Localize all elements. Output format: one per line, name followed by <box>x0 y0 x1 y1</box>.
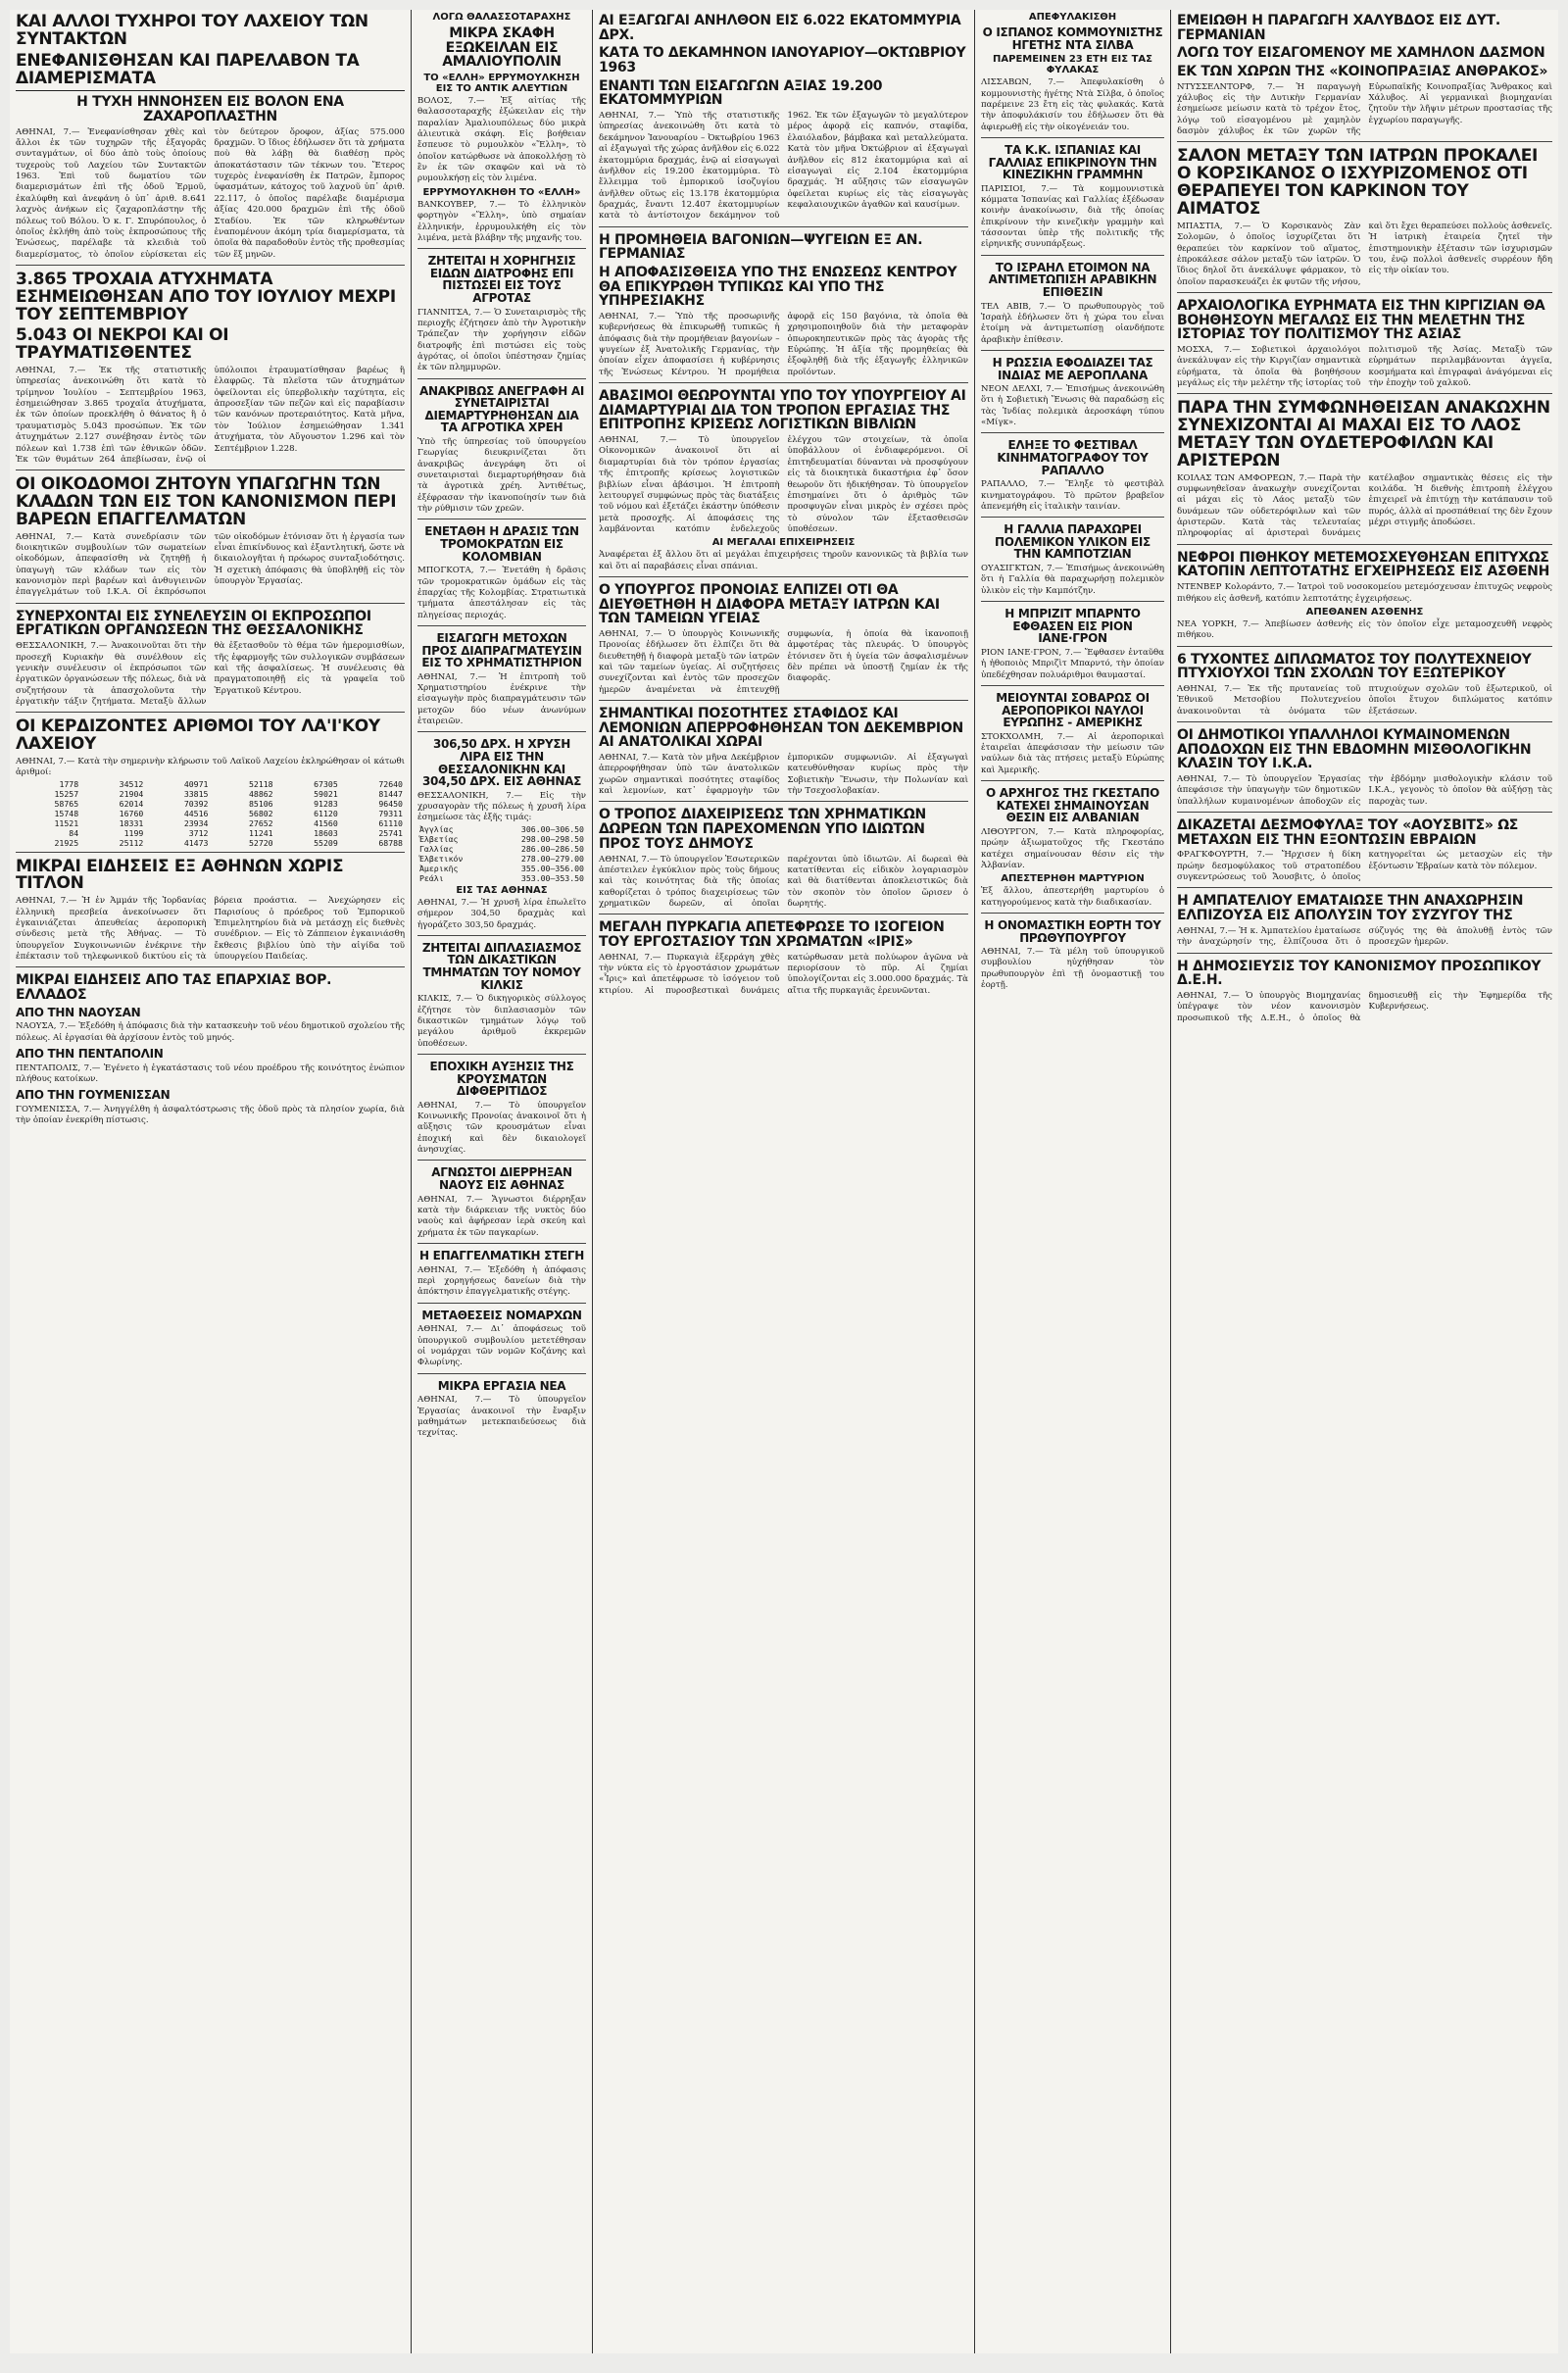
headline: ΜΕΓΑΛΗ ΠΥΡΚΑΓΙΑ ΑΠΕΤΕΦΡΩΣΕ ΤΟ ΙΣΟΓΕΙΟΝ ΤΟΥ ΕΡΓΟΣΤΑΣΙΟΥ ΤΩΝ ΧΡΩΜΑΤΩΝ «ΙΡΙΣ» <box>599 919 945 950</box>
table-row <box>417 844 586 854</box>
headline: ΑΙ ΕΞΑΓΩΓΑΙ ΑΝΗΛΘΟΝ ΕΙΣ 6.022 ΕΚΑΤΟΜΜΥΡΙΑ ΔΡΧ. <box>599 13 961 43</box>
table-cell: 21925 <box>54 837 79 848</box>
table-cell: 18603 <box>314 827 338 838</box>
article-polytechnic-diplomas <box>1177 653 1552 722</box>
article-body: ΘΕΣΣΑΛΟΝΙΚΗ, 7.— Ἀνακοινοῦται ὅτι τὴν προσεχῆ Κυριακὴν θὰ συνέλθουν εἰς γενικὴν συνέλευσιν οἱ ἐκπρόσωποι τῶν ἐργατικῶν ὀργανώσεων τῆς πόλεως, διὰ νὰ συζητήσουν τὰ ἀπασχολοῦντα τὴν ἐργατικὴν τάξιν ζητήματα. Μεταξὺ ἄλλων θὰ ἐξετασθοῦν τὸ θέμα τῶν ἡμερομισθίων, τῆς ἐφαρμογῆς τῶν συλλογικῶν συμβάσεων καὶ τῆς ἀσφαλίσεως. Ἡ συνέλευσις θὰ πραγματοποιηθῇ εἰς τὰ γραφεῖα τοῦ Ἐργατικοῦ Κέντρου. <box>16 641 405 707</box>
section-title: ΑΠΟ ΤΗΝ ΓΟΥΜΕΝΙΣΣΑΝ <box>16 1088 171 1103</box>
headline: ΑΝΑΚΡΙΒΩΣ ΑΝΕΓΡΑΦΗ ΑΙ ΣΥΝΕΤΑΙΡΙΣΤΑΙ ΔΙΕΜΑΡΤΥΡΗΘΗΣΑΝ ΔΙΑ ΤΑ ΑΓΡΟΤΙΚΑ ΧΡΕΗ <box>418 383 585 435</box>
headline: ΕΝΕΦΑΝΙΣΘΗΣΑΝ ΚΑΙ ΠΑΡΕΛΑΒΟΝ ΤΑ ΔΙΑΜΕΡΙΣΜΑΤΑ <box>16 50 360 88</box>
headline: ΟΙ ΟΙΚΟΔΟΜΟΙ ΖΗΤΟΥΝ ΥΠΑΓΩΓΗΝ ΤΩΝ ΚΛΑΔΩΝ ΤΩΝ ΕΙΣ ΤΟΝ ΚΑΝΟΝΙΣΜΟΝ ΠΕΡΙ ΒΑΡΕΩΝ ΕΠΑΓΓΕΛΜΑΤΩΝ <box>16 474 397 529</box>
article-kilkis-courts <box>417 942 586 1055</box>
article-body: ΝΕΑ ΥΟΡΚΗ, 7.— Ἀπεβίωσεν ἀσθενὴς εἰς τὸν ὁποῖον εἶχε μεταμοσχευθῆ νεφρὸς πιθήκου. <box>1177 618 1552 641</box>
article-lottery-numbers <box>16 718 405 852</box>
table-cell: 48862 <box>248 788 273 799</box>
table-cell: 61120 <box>314 808 338 818</box>
table-cell: 15257 <box>54 788 79 799</box>
table-row <box>417 824 586 834</box>
headline: ΕΝΑΝΤΙ ΤΩΝ ΕΙΣΑΓΩΓΩΝ ΑΞΙΑΣ 19.200 ΕΚΑΤΟΜΜΥΡΙΩΝ <box>599 77 883 109</box>
article-bardot <box>981 608 1164 686</box>
table-cell: 15748 <box>54 808 79 818</box>
headline: ΜΙΚΡΑ ΣΚΑΦΗ ΕΞΩΚΕΙΛΑΝ ΕΙΣ ΑΜΑΛΙΟΥΠΟΛΙΝ <box>442 25 562 71</box>
article-israel <box>981 262 1164 351</box>
article-air-fares <box>981 692 1164 781</box>
table-cell: 41560 <box>314 817 338 828</box>
headline: ΕΚ ΤΩΝ ΧΩΡΩΝ ΤΗΣ «ΚΟΙΝΟΠΡΑΞΙΑΣ ΑΝΘΡΑΚΟΣ» <box>1177 64 1548 80</box>
table-row <box>16 799 405 809</box>
rate-label: Ἀμερικῆς <box>419 863 459 873</box>
table-cell: 56802 <box>248 808 273 818</box>
headline: Η ΟΝΟΜΑΣΤΙΚΗ ΕΟΡΤΗ ΤΟΥ ΠΡΩΘΥΠΟΥΡΓΟΥ <box>984 917 1161 945</box>
headline: 6 ΤΥΧΟΝΤΕΣ ΔΙΠΛΩΜΑΤΟΣ ΤΟΥ ΠΟΛΥΤΕΧΝΕΙΟΥ ΠΤΥΧΙΟΥΧΟΙ ΤΩΝ ΣΧΟΛΩΝ ΤΟΥ ΕΞΩΤΕΡΙΚΟΥ <box>1177 651 1532 682</box>
article-body: ΑΘΗΝΑΙ, 7.— Κατὰ συνεδρίασιν τῶν διοικητικῶν συμβουλίων τῶν σωματείων οἰκοδόμων, ἀπεφασίσθη νὰ ζητηθῇ ἡ ὑπαγωγὴ τῶν κλάδων των εἰς τὸν κανονισμὸν περὶ βαρέων καὶ ἀνθυγιεινῶν ἐπαγγελμάτων τοῦ Ι.Κ.Α. Οἱ ἐκπρόσωποι τῶν οἰκοδόμων ἐτόνισαν ὅτι ἡ ἐργασία των εἶναι ἐπικίνδυνος καὶ ἐξαντλητική, ὥστε νὰ δικαιολογῆται ἡ πρόωρος συνταξιοδότησις. Ἡ σχετικὴ ἀπόφασις θὰ ὑποβληθῇ εἰς τὸν ὑπουργὸν Ἐργασίας. <box>16 531 405 598</box>
headline: ΜΕΙΟΥΝΤΑΙ ΣΟΒΑΡΩΣ ΟΙ ΑΕΡΟΠΟΡΙΚΟΙ ΝΑΥΛΟΙ ΕΥΡΩΠΗΣ - ΑΜΕΡΙΚΗΣ <box>996 690 1150 730</box>
table-cell: 84 <box>69 827 79 838</box>
headline: Ο ΑΡΧΗΓΟΣ ΤΗΣ ΓΚΕΣΤΑΠΟ ΚΑΤΕΧΕΙ ΣΗΜΑΙΝΟΥΣΑΝ ΘΕΣΙΝ ΕΙΣ ΑΛΒΑΝΙΑΝ <box>985 786 1160 825</box>
article-prefect-transfers <box>417 1310 586 1374</box>
headline: Ο ΤΡΟΠΟΣ ΔΙΑΧΕΙΡΙΣΕΩΣ ΤΩΝ ΧΡΗΜΑΤΙΚΩΝ ΔΩΡΕΩΝ ΤΩΝ ΠΑΡΕΧΟΜΕΝΩΝ ΥΠΟ ΙΔΙΩΤΩΝ ΠΡΟΣ ΤΟΥΣ ΔΗΜΟΥΣ <box>599 807 926 852</box>
headline: ΜΙΚΡΑΙ ΕΙΔΗΣΕΙΣ ΕΞ ΑΘΗΝΩΝ ΧΩΡΙΣ ΤΙΤΛΟΝ <box>16 856 344 894</box>
headline: ΕΠΟΧΙΚΗ ΑΥΞΗΣΙΣ ΤΗΣ ΚΡΟΥΣΜΑΤΩΝ ΔΙΦΘΕΡΙΤΙΔΟΣ <box>429 1059 574 1099</box>
article-body: ΒΑΝΚΟΥΒΕΡ, 7.— Τὸ ἑλληνικὸν φορτηγὸν «Ἕλλη», ὑπὸ σημαίαν ἑλληνικήν, ἐρρυμουλκήθη εἰς τὸν λιμένα, μετὰ βλάβην τῆς μηχανῆς του. <box>417 199 586 243</box>
headline: Η ΕΠΑΓΓΕΛΜΑΤΙΚΗ ΣΤΕΓΗ <box>419 1249 584 1262</box>
article-body: ΛΙΘΟΥΡΓΟΝ, 7.— Κατὰ πληροφορίας, πρώην ἀξιωματοῦχος τῆς Γκεστάπο κατέχει σημαίνουσαν θέσιν εἰς τὴν Ἀλβανίαν. <box>981 826 1164 870</box>
article-body: ΑΘΗΝΑΙ, 7.— Τὸ ὑπουργεῖον Κοινωνικῆς Προνοίας ἀνακοινοῖ ὅτι ἡ αὔξησις τῶν κρουσμάτων εἶναι ἐποχική καὶ δὲν δικαιολογεῖ ἀνησυχίας. <box>417 1100 586 1156</box>
article-labor-news <box>417 1380 586 1444</box>
headline: ΣΥΝΕΡΧΟΝΤΑΙ ΕΙΣ ΣΥΝΕΛΕΥΣΙΝ ΟΙ ΕΚΠΡΟΣΩΠΟΙ ΕΡΓΑΤΙΚΩΝ ΟΡΓΑΝΩΣΕΩΝ ΤΗΣ ΘΕΣΣΑΛΟΝΙΚΗΣ <box>16 608 371 639</box>
table-cell: 25112 <box>119 837 144 848</box>
article-diphtheria <box>417 1061 586 1162</box>
headline: Η ΓΑΛΛΙΑ ΠΑΡΑΧΩΡΕΙ ΠΟΛΕΜΙΚΟΝ ΥΛΙΚΟΝ ΕΙΣ ΤΗΝ ΚΑΜΠΟΤΖΙΑΝ <box>995 522 1151 562</box>
article-russia-india <box>981 357 1164 434</box>
article-france-cambodia <box>981 523 1164 602</box>
headline: ΖΗΤΕΙΤΑΙ ΔΙΠΛΑΣΙΑΣΜΟΣ ΤΩΝ ΔΙΚΑΣΤΙΚΩΝ ΤΜΗΜΑΤΩΝ ΤΟΥ ΝΟΜΟΥ ΚΙΛΚΙΣ <box>421 940 582 992</box>
headline: 3.865 ΤΡΟΧΑΙΑ ΑΤΥΧΗΜΑΤΑ ΕΣΗΜΕΙΩΘΗΣΑΝ ΑΠΟ ΤΟΥ ΙΟΥΛΙΟΥ ΜΕΧΡΙ ΤΟΥ ΣΕΠΤΕΜΒΡΙΟΥ <box>16 269 396 324</box>
headline: ΚΑΤΑ ΤΟ ΔΕΚΑΜΗΝΟΝ ΙΑΝΟΥΑΡΙΟΥ—ΟΚΤΩΒΡΙΟΥ 1963 <box>599 45 966 76</box>
rate-value: 353.00—353.50 <box>520 872 584 883</box>
table-cell: 61110 <box>378 817 403 828</box>
subheadline: ΕΙΣ ΤΑΣ ΑΘΗΝΑΣ <box>456 884 548 896</box>
column-1 <box>10 10 412 2353</box>
article-da-silva <box>981 12 1164 138</box>
headline: Ο ΥΠΟΥΡΓΟΣ ΠΡΟΝΟΙΑΣ ΕΛΠΙΖΕΙ ΟΤΙ ΘΑ ΔΙΕΥΘΕΤΗΘΗ Η ΔΙΑΦΟΡΑ ΜΕΤΑΞΥ ΙΑΤΡΩΝ ΚΑΙ ΤΩΝ ΤΑΜΕΙΩΝ ΥΓΕΙΑΣ <box>599 581 940 627</box>
table-cell: 67305 <box>314 778 338 789</box>
headline: ΚΑΙ ΑΛΛΟΙ ΤΥΧΗΡΟΙ ΤΟΥ ΛΑΧΕΙΟΥ ΤΩΝ ΣΥΝΤΑΚΤΩΝ <box>16 12 368 49</box>
article-farm-debts <box>417 385 586 520</box>
article-kidney-transplant <box>1177 551 1552 647</box>
article-province-briefs <box>16 973 405 1130</box>
headline: ΟΙ ΔΗΜΟΤΙΚΟΙ ΥΠΑΛΛΗΛΟΙ ΚΥΜΑΙΝΟΜΕΝΩΝ ΑΠΟΔΟΧΩΝ ΕΙΣ ΤΗΝ ΕΒΔΟΜΗΝ ΜΙΣΘΟΛΟΓΙΚΗΝ ΚΛΑΣΙΝ ΤΟΥ Ι.Κ.Α. <box>1177 726 1532 772</box>
article-body: ΝΑΟΥΣΑ, 7.— Ἐξεδόθη ἡ ἀπόφασις διὰ τὴν κατασκευὴν τοῦ νέου δημοτικοῦ σχολείου τῆς πόλεως. Αἱ ἐργασίαι θὰ ἀρχίσουν ἐντὸς τοῦ μηνός. <box>16 1021 405 1043</box>
article-steel-production <box>1177 14 1552 142</box>
article-body: ΤΕΛ ΑΒΙΒ, 7.— Ὁ πρωθυπουργὸς τοῦ Ἰσραὴλ ἐδήλωσεν ὅτι ἡ χώρα του εἶναι ἑτοίμη νὰ ἀντιμετωπίσῃ οἱανδήποτε ἀραβικὴν ἐπίθεσιν. <box>981 301 1164 345</box>
headline: ΜΙΚΡΑΙ ΕΙΔΗΣΕΙΣ ΑΠΟ ΤΑΣ ΕΠΑΡΧΙΑΣ ΒΟΡ. ΕΛΛΑΔΟΣ <box>16 972 332 1004</box>
article-body: ΑΘΗΝΑΙ, 7.— Ἐνεφανίσθησαν χθὲς καὶ ἄλλοι ἐκ τῶν τυχηρῶν τῆς ἐξαγορᾶς συνταγμάτων, οἱ δύο ἀπὸ τοὺς ὁποίους τυχεροὺς τοῦ Λαχείου τῶν Συντακτῶν 1963. Ἐπὶ τοῦ δωματίου τῶν διαμερισμάτων ἐπὶ τῆς ὁδοῦ Ἐρμοῦ, ἐκαλύφθη καὶ ἀνεφάνη ὁ ὑπ᾽ ἀριθ. 8.641 λαχνὸς ἀνήκων εἰς ζαχαροπλάστην τῆς πόλεως τοῦ Βόλου. Ὁ κ. Γ. Σπυρόπουλος, ὁ ὁποῖος ἐκλήθη ἀπὸ τοὺς ἐκπροσώπους τῆς Ἐνώσεως, παρέλαβε τὰ κλειδιὰ τοῦ διαμερίσματος, τὸ ὁποῖον εὑρίσκεται εἰς τὸν δεύτερον ὄροφον, ἀξίας 575.000 δραχμῶν. Ὁ ἴδιος ἐδήλωσεν ὅτι τὰ χρήματα ποὺ θὰ λάβῃ θὰ διαθέσῃ πρὸς ἀποκατάστασιν τῶν τέκνων του. Ἕτερος τυχερὸς ἐνεφανίσθη ἐκ Πατρῶν, ἔμπορος ὑφασμάτων, κάτοχος τοῦ λαχνοῦ ὑπ᾽ ἀριθ. 22.117, ὁ ὁποῖος παρέλαβε διαμέρισμα ἀξίας 420.000 δραχμῶν ἐπὶ τῆς ὁδοῦ Σταδίου. Ἐκ τῶν κληρωθέντων ἐναπομένουν ἀκόμη τρία διαμερίσματα, τὰ ὁποῖα θὰ παραδοθοῦν ἐντὸς τῆς προθεσμίας τῶν ἕξ μηνῶν. <box>16 126 405 260</box>
headline: ΤΑ Κ.Κ. ΙΣΠΑΝΙΑΣ ΚΑΙ ΓΑΛΛΙΑΣ ΕΠΙΚΡΙΝΟΥΝ ΤΗΝ ΚΙΝΕΖΙΚΗΝ ΓΡΑΜΜΗΝ <box>988 142 1157 182</box>
table-cell: 91283 <box>314 798 338 809</box>
article-auschwitz-trial <box>1177 818 1552 888</box>
newspaper-page <box>10 10 1558 2353</box>
rate-label: Ἑλβετικόν <box>419 853 464 864</box>
article-refrigerator-wagons <box>599 233 968 384</box>
rate-label: Ἑλβετίας <box>419 833 459 844</box>
table-cell: 25741 <box>378 827 403 838</box>
article-body: ΑΘΗΝΑΙ, 7.— Ἡ χρυσῆ λίρα ἐπωλεῖτο σήμερον 304,50 δραχμὰς καὶ ἠγοράζετο 303,50 δραχμάς. <box>417 897 586 930</box>
table-cell: 3712 <box>188 827 209 838</box>
article-body: ΚΙΛΚΙΣ, 7.— Ὁ δικηγορικὸς σύλλογος ἐζήτησε τὸν διπλασιασμὸν τῶν δικαστικῶν τμημάτων λόγῳ τοῦ μεγάλου ἀριθμοῦ ἐκκρεμῶν ὑποθέσεων. <box>417 994 586 1049</box>
table-cell: 52720 <box>248 837 273 848</box>
rate-value: 278.00—279.00 <box>520 853 584 864</box>
article-body: ΑΘΗΝΑΙ, 7.— Ἐκ τῆς πρυτανείας τοῦ Ἐθνικοῦ Μετσοβίου Πολυτεχνείου ἀνακοινοῦνται τὰ ὀνόματα τῶν πτυχιούχων σχολῶν τοῦ ἐξωτερικοῦ, οἱ ὁποῖοι ἔτυχον διπλώματος κατόπιν ἐξετάσεων. <box>1177 683 1552 717</box>
table-row <box>16 779 405 789</box>
article-stranded-boats <box>417 12 586 249</box>
article-body: ΠΑΡΙΣΙΟΙ, 7.— Τὰ κομμουνιστικὰ κόμματα Ἰσπανίας καὶ Γαλλίας ἐξέδωσαν κοινὴν ἀνακοίνωσιν, διὰ τῆς ὁποίας ἐπικρίνουν τὴν κινεζικὴν γραμμὴν καὶ τάσσονται ὑπὲρ τῆς πολιτικῆς τῆς εἰρηνικῆς συνυπάρξεως. <box>981 183 1164 250</box>
headline: ΤΟ ΙΣΡΑΗΛ ΕΤΟΙΜΟΝ ΝΑ ΑΝΤΙΜΕΤΩΠΙΣΗ ΑΡΑΒΙΚΗΝ ΕΠΙΘΕΣΙΝ <box>988 260 1157 299</box>
headline: Η ΠΡΟΜΗΘΕΙΑ ΒΑΓΟΝΙΩΝ—ΨΥΓΕΙΩΝ ΕΞ ΑΝ. ΓΕΡΜΑΝΙΑΣ <box>599 231 923 263</box>
section-title: ΑΠΟ ΤΗΝ ΝΑΟΥΣΑΝ <box>16 1005 141 1019</box>
rate-label: Γαλλίας <box>419 843 454 854</box>
article-body: ΓΙΑΝΝΙΤΣΑ, 7.— Ὁ Συνεταιρισμὸς τῆς περιοχῆς ἐζήτησεν ἀπὸ τὴν Ἀγροτικὴν Τράπεζαν τὴν χορήγησιν εἰδῶν διατροφῆς ἐπὶ πιστώσει εἰς τοὺς ἀγρότας, οἱ ὁποῖοι ὑπέστησαν ζημίας ἐκ τῶν πλημμυρῶν. <box>417 307 586 373</box>
article-accounting-books <box>599 389 968 577</box>
headline: Ο ΙΣΠΑΝΟΣ ΚΟΜΜΟΥΝΙΣΤΗΣ ΗΓΕΤΗΣ ΝΤΑ ΣΙΛΒΑ <box>982 25 1163 52</box>
article-builders <box>16 476 405 604</box>
article-gold-sovereign <box>417 738 586 935</box>
article-body: ΠΕΝΤΑΠΟΛΙΣ, 7.— Ἐγένετο ἡ ἐγκατάστασις τοῦ νέου προέδρου τῆς κοινότητος ἐνώπιον πλήθους κατοίκων. <box>16 1063 405 1084</box>
article-body: ΑΘΗΝΑΙ, 7.— Τὰ μέλη τοῦ ὑπουργικοῦ συμβουλίου ηὐχήθησαν τὸν πρωθυπουργὸν ἐπὶ τῇ ὀνομαστικῇ του ἑορτῇ. <box>981 947 1164 991</box>
kicker: ΑΠΕΦΥΛΑΚΙΣΘΗ <box>1028 12 1117 23</box>
article-body: Ὑπὸ τῆς ὑπηρεσίας τοῦ ὑπουργείου Γεωργίας διευκρινίζεται ὅτι ἀνακριβῶς ἀνεγράφη ὅτι οἱ συνεταιρισταὶ διεμαρτυρήθησαν διὰ τὰ ἀγροτικὰ χρέη. Ἀντιθέτως, ἐξέφρασαν τὴν ἱκανοποίησίν των διὰ τὴν ρύθμισιν τῶν χρεῶν. <box>417 437 586 515</box>
table-cell: 85106 <box>248 798 273 809</box>
subheadline: ΑΠΕΘΑΝΕΝ ΑΣΘΕΝΗΣ <box>1305 606 1424 618</box>
table-cell: 58765 <box>54 798 79 809</box>
table-cell: 52118 <box>248 778 273 789</box>
table-cell: 96450 <box>378 798 403 809</box>
article-professional-housing <box>417 1250 586 1304</box>
article-traffic-accidents <box>16 269 405 470</box>
article-exports <box>599 14 968 227</box>
article-donations <box>599 808 968 915</box>
table-cell: 55209 <box>314 837 338 848</box>
article-doctors-dispute <box>599 583 968 701</box>
article-body: ΝΤΕΝΒΕΡ Κολοράντο, 7.— Ἰατροὶ τοῦ νοσοκομείου μετεμόσχευσαν ἐπιτυχῶς νεφροὺς πιθήκου εἰς ἀσθενῆ, κατόπιν λεπτοτάτης ἐγχειρήσεως. <box>1177 582 1552 604</box>
article-body: ΝΤΥΣΣΕΛΝΤΟΡΦ, 7.— Ἡ παραγωγὴ χάλυβος εἰς τὴν Δυτικὴν Γερμανίαν ἐσημείωσε μείωσιν κατὰ τὸ τρέχον ἔτος, λόγῳ τοῦ εἰσαγομένου μὲ χαμηλὸν δασμὸν χάλυβος ἐκ τῶν χωρῶν τῆς Εὐρωπαϊκῆς Κοινοπραξίας Ἄνθρακος καὶ Χάλυβος. Αἱ γερμανικαὶ βιομηχανίαι ζητοῦν τὴν λῆψιν μέτρων προστασίας τῆς ἐγχωρίου παραγωγῆς. <box>1177 81 1552 137</box>
article-body: ΑΘΗΝΑΙ, 7.— Δι᾽ ἀποφάσεως τοῦ ὑπουργικοῦ συμβουλίου μετετέθησαν οἱ νομάρχαι τῶν νομῶν Κοζάνης καὶ Φλωρίνης. <box>417 1324 586 1368</box>
rate-value: 306.00—306.50 <box>520 823 584 834</box>
article-body: ΑΘΗΝΑΙ, 7.— Κατὰ τὸν μῆνα Δεκέμβριον ἀπερροφήθησαν ὑπὸ τῶν ἀνατολικῶν χωρῶν σημαντικαὶ ποσότητες σταφίδος καὶ λεμονίων, κατ᾽ ἐφαρμογὴν τῶν ἐμπορικῶν συμφωνιῶν. Αἱ ἐξαγωγαὶ κατευθύνθησαν κυρίως πρὸς τὴν Σοβιετικὴν Ἕνωσιν, τὴν Πολωνίαν καὶ τὴν Τσεχοσλοβακίαν. <box>599 753 968 797</box>
article-body: ΦΡΑΓΚΦΟΥΡΤΗ, 7.— Ἤρχισεν ἡ δίκη πρώην δεσμοφύλακος τοῦ στρατοπέδου συγκεντρώσεως τοῦ Ἄουσβιτς, ὁ ὁποῖος κατηγορεῖται ὡς μετασχὼν εἰς τὴν ἐξόντωσιν Ἑβραίων κατὰ τὸν πόλεμον. <box>1177 850 1552 883</box>
table-cell: 40971 <box>183 778 209 789</box>
article-body: ΑΘΗΝΑΙ, 7.— Τὸ ὑπουργεῖον Οἰκονομικῶν ἀνακοινοῖ ὅτι αἱ διαμαρτυρίαι διὰ τὸν τρόπον ἐργασίας τῆς ἐπιτροπῆς κρίσεως λογιστικῶν βιβλίων εἶναι ἀβάσιμοι. Ἡ ἐπιτροπὴ λειτουργεῖ συμφώνως πρὸς τὰς διατάξεις τοῦ νόμου καὶ ἐξετάζει ἑκάστην ὑπόθεσιν μετὰ προσοχῆς. Αἱ ἀποφάσεις της λαμβάνονται κατόπιν ἐνδελεχοῦς ἐλέγχου τῶν στοιχείων, τὰ ὁποῖα ὑποβάλλουν οἱ ἐνδιαφερόμενοι. Οἱ ἐπιτηδευματίαι δύνανται νὰ προσφύγουν εἰς τὰ διοικητικὰ δικαστήρια ἐφ᾽ ὅσον θεωροῦν ὅτι ἠδικήθησαν. Τὸ ὑπουργεῖον ἐπισημαίνει ὅτι ὁ ἀριθμὸς τῶν προσφυγῶν εἶναι μικρὸς ἐν σχέσει πρὸς τὸ σύνολον τῶν ἐξετασθεισῶν ὑποθέσεων. <box>599 435 968 534</box>
article-body: ΘΕΣΣΑΛΟΝΙΚΗ, 7.— Εἰς τὴν χρυσαγορὰν τῆς πόλεως ἡ χρυσῆ λίρα ἐσημείωσε τὰς ἑξῆς τιμάς: <box>417 790 586 823</box>
article-dei-regulation <box>1177 960 1552 1028</box>
table-cell: 68788 <box>378 837 403 848</box>
headline: ΣΑΛΟΝ ΜΕΤΑΞΥ ΤΩΝ ΙΑΤΡΩΝ ΠΡΟΚΑΛΕΙ Ο ΚΟΡΣΙΚΑΝΟΣ Ο ΙΣΧΥΡΙΖΟΜΕΝΟΣ ΟΤΙ ΘΕΡΑΠΕΥΕΙ ΤΟΝ ΚΑΡΚΙΝΟΝ ΤΟΥ ΑΙΜΑΤΟΣ <box>1177 146 1539 219</box>
article-body: ΝΕΟΝ ΔΕΛΧΙ, 7.— Ἐπισήμως ἀνεκοινώθη ὅτι ἡ Σοβιετικὴ Ἕνωσις θὰ παραδώσῃ εἰς τὰς Ἰνδίας πολεμικὰ ἀεροσκάφη τύπου «Μίγκ». <box>981 384 1164 428</box>
headline: ΜΕΤΑΘΕΣΕΙΣ ΝΟΜΑΡΧΩΝ <box>421 1308 582 1322</box>
table-cell: 62014 <box>119 798 144 809</box>
article-body: ΑΘΗΝΑΙ, 7.— Ἡ ἐν Ἀμμάν τῆς Ἰορδανίας ἑλληνικὴ πρεσβεία ἀνεκοίνωσεν ὅτι ἐγκαινιάζεται ἀπευθείας ἀεροπορικὴ σύνδεσις μετὰ τῆς Ἀθήνας. — Τὸ ὑπουργεῖον Συγκοινωνιῶν ἐνέκρινε τὴν ἐπέκτασιν τοῦ τηλεφωνικοῦ δικτύου εἰς τὰ βόρεια προάστια. — Ἀνεχώρησεν εἰς Παρισίους ὁ πρόεδρος τοῦ Ἐμπορικοῦ Ἐπιμελητηρίου διὰ νὰ μετάσχῃ εἰς διεθνὲς συνέδριον. — Εἰς τὸ Ζάππειον ἐγκαινιάσθη ἔκθεσις βιβλίου ὑπὸ τὴν αἰγίδα τοῦ ὑπουργείου Παιδείας. <box>16 896 405 962</box>
table-row <box>16 828 405 838</box>
subheadline: ΤΟ «ΕΛΛΗ» ΕΡΡΥΜΟΥΛΚΗΣΗ ΕΙΣ ΤΟ ΑΝΤΙΚ ΑΛΕΥΤΙΩΝ <box>423 73 580 95</box>
subheadline: ΕΡΡΥΜΟΥΛΚΗΘΗ ΤΟ «ΕΛΛΗ» <box>422 186 581 198</box>
article-body: ΑΘΗΝΑΙ, 7.— Κατὰ τὴν σημερινὴν κλήρωσιν τοῦ Λαϊκοῦ Λαχείου ἐκληρώθησαν οἱ κάτωθι ἀριθμοί: <box>16 756 405 778</box>
article-pm-nameday <box>981 919 1164 996</box>
table-cell: 11521 <box>54 817 79 828</box>
kicker: ΛΟΓΩ ΘΑΛΑΣΣΟΤΑΡΑΧΗΣ <box>432 12 571 23</box>
headline: ΑΓΝΩΣΤΟΙ ΔΙΕΡΡΗΞΑΝ ΝΑΟΥΣ ΕΙΣ ΑΘΗΝΑΣ <box>431 1165 572 1193</box>
article-body: ΑΘΗΝΑΙ, 7.— Ἡ ἐπιτροπὴ τοῦ Χρηματιστηρίου ἐνέκρινε τὴν εἰσαγωγὴν πρὸς διαπραγμάτευσιν τῶν μετοχῶν δύο νέων ἀνωνύμων ἑταιρειῶν. <box>417 671 586 727</box>
article-rapallo-festival <box>981 439 1164 518</box>
article-raisins-lemons <box>599 707 968 802</box>
article-body: ΓΟΥΜΕΝΙΣΣΑ, 7.— Ἀνηγγέλθη ἡ ἀσφαλτόστρωσις τῆς ὁδοῦ πρὸς τὰ πλησίον χωρία, διὰ τὴν ὁποίαν ἐνεκρίθη πίστωσις. <box>16 1104 405 1126</box>
article-athens-briefs <box>16 856 405 968</box>
article-body: ΑΘΗΝΑΙ, 7.— Ὁ ὑπουργὸς Βιομηχανίας ὑπέγραψε τὸν νέον κανονισμὸν προσωπικοῦ τῆς Δ.Ε.Η., ὁ ὁποῖος θὰ δημοσιευθῇ εἰς τὴν Ἐφημερίδα τῆς Κυβερνήσεως. <box>1177 990 1552 1023</box>
article-body: ΡΙΟΝ ΙΑΝΕ·ΓΡΟΝ, 7.— Ἔφθασεν ἐνταῦθα ἡ ἠθοποιὸς Μπριζὶτ Μπαρντό, τὴν ὁποίαν ὑπεδέχθησαν πολυάριθμοι θαυμασταί. <box>981 647 1164 680</box>
headline: ΕΙΣΑΓΩΓΗ ΜΕΤΟΧΩΝ ΠΡΟΣ ΔΙΑΠΡΑΓΜΑΤΕΥΣΙΝ ΕΙΣ ΤΟ ΧΡΗΜΑΤΙΣΤΗΡΙΟΝ <box>421 630 582 670</box>
article-body: ΑΘΗΝΑΙ, 7.— Ἄγνωστοι διέρρηξαν κατὰ τὴν διάρκειαν τῆς νυκτὸς δύο ναοὺς καὶ ἀφήρεσαν ἱερὰ σκεύη καὶ χρήματα ἐκ τῶν παγκαρίων. <box>417 1194 586 1238</box>
article-body: ΒΟΛΟΣ, 7.— Ἐξ αἰτίας τῆς θαλασσοταραχῆς ἐξώκειλαν εἰς τὴν παραλίαν Ἀμαλιουπόλεως δύο μικρὰ ἁλιευτικὰ σκάφη. Εἰς βοήθειαν ἔσπευσε τὸ ρυμουλκὸν «Ἕλλη», τὸ ὁποῖον κατώρθωσε νὰ ἀποκολλήσῃ τὸ ἓν ἐκ τῶν σκαφῶν καὶ νὰ τὸ ρυμουλκήσῃ εἰς τὸν λιμένα. <box>417 96 586 184</box>
table-row <box>417 864 586 873</box>
headline: ΕΜΕΙΩΘΗ Η ΠΑΡΑΓΩΓΗ ΧΑΛΥΒΔΟΣ ΕΙΣ ΔΥΤ. ΓΕΡΜΑΝΙΑΝ <box>1177 13 1500 43</box>
table-row <box>417 854 586 864</box>
headline: ΣΗΜΑΝΤΙΚΑΙ ΠΟΣΟΤΗΤΕΣ ΣΤΑΦΙΔΟΣ ΚΑΙ ΛΕΜΟΝΙΩΝ ΑΠΕΡΡΟΦΗΘΗΣΑΝ ΤΟΝ ΔΕΚΕΜΒΡΙΟΝ ΑΙ ΑΝΑΤΟΛΙΚΑΙ ΧΩΡΑΙ <box>599 706 963 751</box>
column-3 <box>593 10 975 2353</box>
article-laos-battles <box>1177 400 1552 544</box>
table-cell: 33815 <box>183 788 209 799</box>
table-cell: 34512 <box>119 778 144 789</box>
subheadline: ΑΠΕΣΤΕΡΗΘΗ ΜΑΡΤΥΡΙΟΝ <box>1001 873 1145 885</box>
table-cell: 41473 <box>183 837 209 848</box>
headline: ΟΙ ΚΕΡΔΙΖΟΝΤΕΣ ΑΡΙΘΜΟΙ ΤΟΥ ΛΑ'Ι'ΚΟΥ ΛΑΧΕΙΟΥ <box>16 717 380 755</box>
article-body: ΣΤΟΚΧΟΛΜΗ, 7.— Αἱ ἀεροπορικαὶ ἑταιρεῖαι ἀπεφάσισαν τὴν μείωσιν τῶν ναύλων διὰ τὰς πτήσεις μεταξὺ Εὐρώπης καὶ Ἀμερικῆς. <box>981 731 1164 775</box>
table-cell: 72640 <box>378 778 403 789</box>
rate-label: Ρεάλι <box>419 872 444 883</box>
article-body: ΑΘΗΝΑΙ, 7.— Πυρκαγιὰ ἐξερράγη χθὲς τὴν νύκτα εἰς τὸ ἐργοστάσιον χρωμάτων «Ἶρις» καὶ ἀπετέφρωσε τὸ ἰσόγειον τοῦ κτιρίου. Αἱ πυροσβεστικαὶ δυνάμεις κατώρθωσαν μετὰ πολύωρον ἀγῶνα νὰ περιορίσουν τὸ πῦρ. Αἱ ζημίαι ὑπολογίζονται εἰς 3.000.000 δραχμάς. Τὰ αἴτια τῆς πυρκαγιᾶς ἐρευνῶνται. <box>599 952 968 996</box>
headline: Η ΜΠΡΙΖΙΤ ΜΠΑΡΝΤΟ ΕΦΘΑΣΕΝ ΕΙΣ ΡΙΟΝ ΙΑΝΕ·ΓΡΟΝ <box>1004 607 1141 646</box>
headline: ΕΝΕΤΑΘΗ Η ΔΡΑΣΙΣ ΤΩΝ ΤΡΟΜΟΚΡΑΤΩΝ ΕΙΣ ΚΟΛΟΜΒΙΑΝ <box>424 524 579 564</box>
headline: ΖΗΤΕΙΤΑΙ Η ΧΟΡΗΓΗΣΙΣ ΕΙΔΩΝ ΔΙΑΤΡΟΦΗΣ ΕΠΙ ΠΙΣΤΩΣΕΙ ΕΙΣ ΤΟΥΣ ΑΓΡΟΤΑΣ <box>427 254 576 305</box>
article-body: Ἀναφέρεται ἐξ ἄλλου ὅτι αἱ μεγάλαι ἐπιχειρήσεις τηροῦν κανονικῶς τὰ βιβλία των καὶ ὅτι αἱ παραβάσεις εἶναι σπάνιαι. <box>599 550 968 571</box>
rate-value: 355.00—356.00 <box>520 863 584 873</box>
article-colombia <box>417 525 586 626</box>
headline: ΜΙΚΡΑ ΕΡΓΑΣΙΑ ΝΕΑ <box>437 1378 566 1393</box>
article-body: ΜΟΣΧΑ, 7.— Σοβιετικοὶ ἀρχαιολόγοι ἀνεκάλυψαν εἰς τὴν Κιργιζίαν σημαντικὰ εὑρήματα, τὰ ὁποῖα θὰ βοηθήσουν μεγάλως εἰς τὴν μελέτην τῆς ἱστορίας τοῦ πολιτισμοῦ τῆς Ἀσίας. Μεταξὺ τῶν εὑρημάτων περιλαμβάνονται ἀγγεῖα, κοσμήματα καὶ ἐπιγραφαὶ ἀνάγόμεναι εἰς τὴν ἐποχὴν τοῦ χαλκοῦ. <box>1177 344 1552 388</box>
table-row <box>16 838 405 848</box>
article-lottery-winners <box>16 14 405 266</box>
table-cell: 44516 <box>183 808 209 818</box>
article-body: ΛΙΣΣΑΒΩΝ, 7.— Ἀπεφυλακίσθη ὁ κομμουνιστὴς ἡγέτης Ντὰ Σίλβα, ὁ ὁποῖος παρέμεινε 23 ἔτη εἰς τὰς φυλακάς. Κατὰ τὴν ἀποφυλάκισίν του ἐδήλωσεν ὅτι θὰ ἀφιερωθῇ εἰς τὴν οἰκογένειάν του. <box>981 77 1164 132</box>
article-body: ΑΘΗΝΑΙ, 7.— Ὑπὸ τῆς στατιστικῆς ὑπηρεσίας ἀνεκοινώθη ὅτι κατὰ τὸ δεκάμηνον Ἰανουαρίου – Ὀκτωβρίου 1963 αἱ ἐξαγωγαὶ τῆς χώρας ἀνῆλθον εἰς 6.022 ἑκατομμύρια δραχμάς, ἐνῷ αἱ εἰσαγωγαὶ ἀνῆλθον εἰς 19.200 ἑκατομμύρια. Τὸ ἔλλειμμα τοῦ ἐμπορικοῦ ἰσοζυγίου ἀνῆλθεν οὕτως εἰς 13.178 ἑκατομμύρια δραχμάς, ἔναντι 12.407 ἑκατομμυρίων κατὰ τὸ ἀντίστοιχον δεκάμηνον τοῦ 1962. Ἐκ τῶν ἐξαγωγῶν τὸ μεγαλύτερον μέρος ἀφορᾷ εἰς καπνόν, σταφίδα, ἐλαιόλαδον, βάμβακα καὶ μεταλλεύματα. Κατὰ τὸν μῆνα Ὀκτώβριον αἱ ἐξαγωγαὶ ἀνῆλθον εἰς 812 ἑκατομμύρια καὶ αἱ εἰσαγωγαὶ εἰς 2.104 ἑκατομμύρια δραχμάς. Ἡ αὔξησις τῶν εἰσαγωγῶν ὀφείλεται κυρίως εἰς τὰς εἰσαγωγὰς κεφαλαιουχικῶν ἀγαθῶν καὶ καυσίμων. <box>599 111 968 222</box>
headline: Η ΑΜΠΑΤΕΛΙΟΥ ΕΜΑΤΑΙΩΣΕ ΤΗΝ ΑΝΑΧΩΡΗΣΙΝ ΕΛΠΙΖΟΥΣΑ ΕΙΣ ΑΠΟΛΥΣΙΝ ΤΟΥ ΣΥΖΥΓΟΥ ΤΗΣ <box>1177 893 1524 924</box>
article-body: ΜΠΟΓΚΟΤΑ, 7.— Ἐνετάθη ἡ δρᾶσις τῶν τρομοκρατικῶν ὁμάδων εἰς τὰς ἐπαρχίας τῆς Κολομβίας. Στρατιωτικὰ τμήματα ἀπεστάλησαν εἰς τὰς πληγείσας περιοχάς. <box>417 566 586 620</box>
table-row <box>16 818 405 828</box>
rate-label: Ἀγγλίας <box>419 823 454 834</box>
table-cell: 21904 <box>119 788 144 799</box>
column-4 <box>975 10 1171 2353</box>
headline: ΔΙΚΑΖΕΤΑΙ ΔΕΣΜΟΦΥΛΑΞ ΤΟΥ «ΑΟΥΣΒΙΤΣ» ΩΣ ΜΕΤΑΧΩΝ ΕΙΣ ΤΗΝ ΕΞΟΝΤΩΣΙΝ ΕΒΡΑΙΩΝ <box>1177 817 1519 848</box>
section-title: ΑΠΟ ΤΗΝ ΠΕΝΤΑΠΟΛΙΝ <box>16 1047 164 1061</box>
headline: ΕΛΗΞΕ ΤΟ ΦΕΣΤΙΒΑΛ ΚΙΝΗΜΑΤΟΓΡΑΦΟΥ ΤΟΥ ΡΑΠΑΛΛΟ <box>997 438 1149 477</box>
headline: ΑΒΑΣΙΜΟΙ ΘΕΩΡΟΥΝΤΑΙ ΥΠΟ ΤΟΥ ΥΠΟΥΡΓΕΙΟΥ ΑΙ ΔΙΑΜΑΡΤΥΡΙΑΙ ΔΙΑ ΤΟΝ ΤΡΟΠΟΝ ΕΡΓΑΣΙΑΣ ΤΗΣ ΕΠΙΤΡΟΠΗΣ ΚΡΙΣΕΩΣ ΛΟΓΙΣΤΙΚΩΝ ΒΙΒΛΙΩΝ <box>599 388 966 433</box>
subheadline: 5.043 ΟΙ ΝΕΚΡΟΙ ΚΑΙ ΟΙ ΤΡΑΥΜΑΤΙΣΘΕΝΤΕΣ <box>16 325 229 364</box>
table-cell: 16760 <box>119 808 144 818</box>
article-body: ΜΠΑΣΤΙΑ, 7.— Ὁ Κορσικανὸς Ζὰν Σολομῶν, ὁ ὁποῖος ἰσχυρίζεται ὅτι θεραπεύει τὸν καρκίνον τοῦ αἵματος, ἐπροκάλεσε σάλον μεταξὺ τῶν ἰατρῶν. Ὁ ἴδιος δηλοῖ ὅτι ἀνεκάλυψε φάρμακον, τὸ ὁποῖον παρασκευάζει ἐκ φυτῶν τῆς νήσου, καὶ ὅτι ἔχει θεραπεύσει πολλοὺς ἀσθενεῖς. Ἡ ἰατρικὴ ἑταιρεία ζητεῖ τὴν ἐπιστημονικὴν ἐξέτασιν τῶν ἰσχυρισμῶν του, ἐνῷ πολλοὶ ἀσθενεῖς συρρέουν ἤδη εἰς τὴν οἰκίαν του. <box>1177 221 1552 287</box>
subheadline: ΑΙ ΜΕΓΑΛΑΙ ΕΠΙΧΕΙΡΗΣΕΙΣ <box>711 537 856 549</box>
article-body: ΑΘΗΝΑΙ, 7.— Ὑπὸ τῆς προσωρινῆς κυβερνήσεως θὰ ἐπικυρωθῇ τυπικῶς ἡ ἀπόφασις διὰ τὴν προμήθειαν βαγονίων – ψυγείων ἐξ Ἀνατολικῆς Γερμανίας, τὴν ὁποίαν εἶχεν ἀποφασίσει ἡ κυβέρνησις τῆς Ἑνώσεως Κέντρου. Ἡ προμήθεια ἀφορᾷ εἰς 150 βαγόνια, τὰ ὁποῖα θὰ χρησιμοποιηθοῦν διὰ τὴν μεταφορὰν ὀπωροκηπευτικῶν πρὸς τὰς ἀγορὰς τῆς Εὐρώπης. Ἡ ἀξία τῆς προμηθείας θὰ ἐξοφληθῇ διὰ τῆς ἐξαγωγῆς ἑλληνικῶν προϊόντων. <box>599 312 968 377</box>
rate-value: 286.00—286.50 <box>520 843 584 854</box>
article-body: ΑΘΗΝΑΙ, 7.— Ἐξεδόθη ἡ ἀπόφασις περὶ χορηγήσεως δανείων διὰ τὴν ἀπόκτησιν ἐπαγγελματικῆς στέγης. <box>417 1264 586 1298</box>
article-body: ΑΘΗΝΑΙ, 7.— Ἡ κ. Ἀμπατελίου ἐματαίωσε τὴν ἀναχώρησίν της, ἐλπίζουσα ὅτι ὁ σύζυγός της θὰ ἀπολυθῇ ἐντὸς τῶν προσεχῶν ἡμερῶν. <box>1177 925 1552 948</box>
table-cell: 27652 <box>248 817 273 828</box>
table-row <box>417 873 586 883</box>
article-gestapo-albania <box>981 787 1164 914</box>
table-cell: 79311 <box>378 808 403 818</box>
table-cell: 70392 <box>183 798 209 809</box>
article-body: ΑΘΗΝΑΙ, 7.— Τὸ ὑπουργεῖον Ἐργασίας ἀνακοινοῖ τὴν ἔναρξιν μαθημάτων μετεκπαιδεύσεως διὰ τεχνίτας. <box>417 1395 586 1439</box>
article-farm-credit <box>417 255 586 378</box>
headline: Η ΔΗΜΟΣΙΕΥΣΙΣ ΤΟΥ ΚΑΝΟΝΙΣΜΟΥ ΠΡΟΣΩΠΙΚΟΥ Δ.Ε.Η. <box>1177 958 1542 989</box>
column-2 <box>412 10 593 2353</box>
article-body: ΑΘΗΝΑΙ, 7.— Τὸ ὑπουργεῖον Ἐργασίας ἀπεφάσισε τὴν ὑπαγωγὴν τῶν δημοτικῶν ὑπαλλήλων κυμαινομένων ἀποδοχῶν εἰς τὴν ἑβδόμην μισθολογικὴν κλάσιν τοῦ Ι.Κ.Α., γεγονὸς τὸ ὁποῖον θὰ αὐξήσῃ τὰς παροχὰς των. <box>1177 774 1552 807</box>
gold-rates-table <box>417 824 586 883</box>
headline: ΑΡΧΑΙΟΛΟΓΙΚΑ ΕΥΡΗΜΑΤΑ ΕΙΣ ΤΗΝ ΚΙΡΓΙΖΙΑΝ ΘΑ ΒΟΗΘΗΣΟΥΝ ΜΕΓΑΛΩΣ ΕΙΣ ΤΗΝ ΜΕΛΕΤΗΝ ΤΗΣ ΙΣΤΟΡΙΑΣ ΤΟΥ ΠΟΛΙΤΙΣΜΟΥ ΤΗΣ ΑΣΙΑΣ <box>1177 297 1545 343</box>
article-body: Ἐξ ἄλλου, ἀπεστερήθη μαρτυρίου ὁ κατηγορούμενος κατὰ τὴν διαδικασίαν. <box>981 886 1164 908</box>
article-body: ΚΟΙΛΑΣ ΤΩΝ ΑΜΦΟΡΕΩΝ, 7.— Παρὰ τὴν συμφωνηθεῖσαν ἀνακωχὴν συνεχίζονται αἱ μάχαι εἰς τὸ Λάος μεταξὺ τῶν δυνάμεων τῶν οὐδετερόφιλων καὶ τῶν ἀριστερῶν. Κατὰ τὰς τελευταίας πληροφορίας αἱ ἀριστεραὶ δυνάμεις κατέλαβον σημαντικὰς θέσεις εἰς τὴν κοιλάδα. Ἡ διεθνὴς ἐπιτροπὴ ἐλέγχου ἐπιχειρεῖ νὰ ἐπιτύχῃ τὴν κατάπαυσιν τοῦ πυρός, ἀλλὰ αἱ προσπάθειαί της δὲν ἔχουν μέχρι στιγμῆς ἀποδώσει. <box>1177 472 1552 539</box>
article-body: ΡΑΠΑΛΛΟ, 7.— Ἔληξε τὸ φεστιβὰλ κινηματογράφου. Τὸ πρῶτον βραβεῖον ἀπενεμήθη εἰς ἰταλικὴν ταινίαν. <box>981 479 1164 512</box>
table-cell: 11241 <box>248 827 273 838</box>
table-row <box>16 809 405 818</box>
headline: ΛΟΓΩ ΤΟΥ ΕΙΣΑΓΟΜΕΝΟΥ ΜΕ ΧΑΜΗΛΟΝ ΔΑΣΜΟΝ <box>1177 45 1545 62</box>
article-ambatelios <box>1177 894 1552 953</box>
subheadline: ΠΑΡΕΜΕΙΝΕΝ 23 ΕΤΗ ΕΙΣ ΤΑΣ ΦΥΛΑΚΑΣ <box>993 54 1152 76</box>
rate-value: 298.00—298.50 <box>520 833 584 844</box>
table-row <box>417 834 586 844</box>
article-corsican-healer <box>1177 148 1552 292</box>
table-cell: 18331 <box>119 817 144 828</box>
article-body: ΑΘΗΝΑΙ, 7.— Ὁ ὑπουργὸς Κοινωνικῆς Προνοίας ἐδήλωσεν ὅτι ἐλπίζει ὅτι θὰ διευθετηθῇ ἡ διαφορὰ μεταξὺ τῶν ἰατρῶν καὶ τῶν ταμείων ὑγείας. Αἱ συζητήσεις συνεχίζονται καὶ ἐντὸς τῶν προσεχῶν ἡμερῶν ἀναμένεται νὰ ἐπιτευχθῇ συμφωνία, ἡ ὁποία θὰ ἱκανοποιῇ ἀμφοτέρας τὰς πλευράς. Ὁ ὑπουργὸς ἐτόνισεν ὅτι ἡ ὑγεία τῶν ἀσφαλισμένων δὲν πρέπει νὰ ὑποστῇ ζημίαν ἐκ τῆς διαφορᾶς. <box>599 628 968 695</box>
article-stock-exchange <box>417 632 586 733</box>
article-kyrgyzstan-finds <box>1177 299 1552 394</box>
table-cell: 81447 <box>378 788 403 799</box>
headline: ΝΕΦΡΟΙ ΠΙΘΗΚΟΥ ΜΕΤΕΜΟΣΧΕΥΘΗΣΑΝ ΕΠΙΤΥΧΩΣ ΚΑΤΟΠΙΝ ΛΕΠΤΟΤΑΤΗΣ ΕΓΧΕΙΡΗΣΕΩΣ ΕΙΣ ΑΣΘΕΝΗ <box>1177 549 1550 580</box>
article-body: ΑΘΗΝΑΙ, 7.— Τὸ ὑπουργεῖον Ἐσωτερικῶν ἀπέστειλεν ἐγκύκλιον πρὸς τοὺς δήμους καὶ τὰς κοινότητας διὰ τῆς ὁποίας καθορίζεται ὁ τρόπος διαχειρίσεως τῶν χρηματικῶν δωρεῶν, αἱ ὁποῖαι παρέχονται ὑπὸ ἰδιωτῶν. Αἱ δωρεαὶ θὰ κατατίθενται εἰς εἰδικὸν λογαριασμὸν καὶ θὰ διατίθενται ἀποκλειστικῶς διὰ τὸν σκοπὸν τὸν ὁποῖον ὥρισεν ὁ δωρητής. <box>599 854 968 909</box>
article-workers-assembly <box>16 610 405 713</box>
table-cell: 1199 <box>123 827 144 838</box>
table-cell: 23934 <box>183 817 209 828</box>
table-cell: 1778 <box>59 778 79 789</box>
headline: ΠΑΡΑ ΤΗΝ ΣΥΜΦΩΝΗΘΕΙΣΑΝ ΑΝΑΚΩΧΗΝ ΣΥΝΕΧΙΖΟΝΤΑΙ ΑΙ ΜΑΧΑΙ ΕΙΣ ΤΟ ΛΑΟΣ ΜΕΤΑΞΥ ΤΩΝ ΟΥΔΕΤΕΡΟΦΙΛΩΝ ΚΑΙ ΑΡΙΣΤΕΡΩΝ <box>1177 398 1550 470</box>
headline: Η ΡΩΣΣΙΑ ΕΦΟΔΙΑΖΕΙ ΤΑΣ ΙΝΔΙΑΣ ΜΕ ΑΕΡΟΠΛΑΝΑ <box>992 355 1153 382</box>
headline: 306,50 ΔΡΧ. Η ΧΡΥΣΗ ΛΙΡΑ ΕΙΣ ΤΗΝ ΘΕΣΣΑΛΟΝΙΚΗΝ ΚΑΙ 304,50 ΔΡΧ. ΕΙΣ ΑΘΗΝΑΣ <box>421 737 582 789</box>
article-municipal-employees <box>1177 728 1552 813</box>
lottery-numbers-table <box>16 779 405 848</box>
column-5 <box>1171 10 1558 2353</box>
article-body: ΑΘΗΝΑΙ, 7.— Ἐκ τῆς στατιστικῆς ὑπηρεσίας ἀνεκοινώθη ὅτι κατὰ τὸ τρίμηνον Ἰουλίου – Σεπτεμβρίου 1963, ἐσημειώθησαν 3.865 τροχαῖα ἀτυχήματα, ἐκ τῶν ὁποίων προεκλήθη ὁ θάνατος ἢ ὁ τραυματισμὸς 5.043 προσώπων. Ἐκ τῶν ἀτυχημάτων 2.127 συνέβησαν ἐντὸς τῶν πόλεων καὶ 1.738 ἐπὶ τῶν ἐθνικῶν ὁδῶν. Ἐκ τῶν θυμάτων 264 ἀπεβίωσαν, ἐνῷ οἱ ὑπόλοιποι ἐτραυματίσθησαν βαρέως ἢ ἐλαφρῶς. Τὰ πλεῖστα τῶν ἀτυχημάτων ὀφείλονται εἰς ὑπερβολικὴν ταχύτητα, εἰς ἀπροσεξίαν τῶν πεζῶν καὶ εἰς παραβίασιν τῶν κανόνων προτεραιότητος. Κατὰ μῆνα, τὸν Ἰούλιον ἐσημειώθησαν 1.341 ἀτυχήματα, τὸν Αὔγουστον 1.296 καὶ τὸν Σεπτέμβριον 1.228. <box>16 366 405 465</box>
article-iris-fire <box>599 920 968 1001</box>
article-church-burglary <box>417 1166 586 1244</box>
article-body: ΟΥΑΣΙΓΚΤΩΝ, 7.— Ἐπισήμως ἀνεκοινώθη ὅτι ἡ Γαλλία θὰ παραχωρήσῃ πολεμικὸν ὑλικὸν εἰς τὴν Καμπότζην. <box>981 564 1164 596</box>
table-cell: 59021 <box>314 788 338 799</box>
article-chinese-line <box>981 144 1164 256</box>
table-row <box>16 789 405 799</box>
subheadline: Η ΑΠΟΦΑΣΙΣΘΕΙΣΑ ΥΠΟ ΤΗΣ ΕΝΩΣΕΩΣ ΚΕΝΤΡΟΥ ΘΑ ΕΠΙΚΥΡΩΘΗ ΤΥΠΙΚΩΣ ΚΑΙ ΥΠΟ ΤΗΣ ΥΠΗΡΕΣΙΑΚΗΣ <box>599 264 957 310</box>
subheadline: Η ΤΥΧΗ ΗΝΝΟΗΣΕΝ ΕΙΣ ΒΟΛΟΝ ΕΝΑ ΖΑΧΑΡΟΠΛΑΣΤΗΝ <box>76 94 344 125</box>
